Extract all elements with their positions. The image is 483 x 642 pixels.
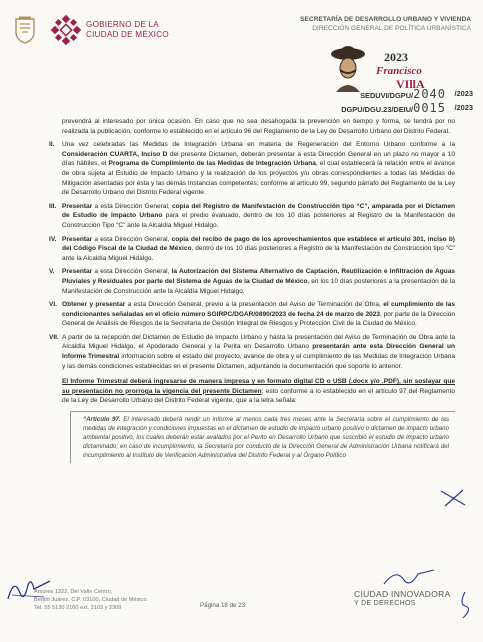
page-number: Página 18 de 23: [200, 602, 246, 609]
secretariat-block: [221, 15, 471, 33]
francisco-villa-2023-emblem: [330, 44, 470, 92]
emblem-name-2: VIllA: [396, 77, 425, 91]
item-bold: Programa de Cumplimiento de las Medidas de Integración Urbana: [108, 160, 316, 168]
cdmx-logo-icon: [50, 14, 82, 46]
item-text: , dentro de los 10 días posteriores a Registro de la Manifestación de Construcción tipo “C” ante la Alcaldía Miguel Hidalgo.: [62, 245, 455, 262]
direction-name: DIRECCIÓN GENERAL DE POLÍTICA URBANÍSTICA: [312, 25, 471, 32]
initials-mark-icon: [437, 487, 471, 509]
item-text: a esta Dirección General,: [92, 202, 172, 210]
list-item: [49, 140, 456, 198]
list-item: [49, 235, 455, 264]
list-item: [49, 333, 456, 371]
item-bold: Presentar: [62, 268, 93, 276]
footer-brand: [354, 590, 451, 608]
item-text: , por parte de la Dirección General de Análisis de Riesgos de la Secretaría de Gestión Integral de Riesgos y Protección Civil de la Ciudad de México.: [62, 310, 455, 328]
item-text: para el predio evaluado, dentro de los 10 días posteriores al Registro de la Manifestación de Construcción Tipo “C” ante la Alcaldía Miguel Hidalgo.: [62, 212, 455, 229]
ref1-year: /2023: [454, 89, 473, 98]
item-text: , el cual establecerá la relación entre el avance de obra sujeta al Estudio de Impacto Urbano y la realización de los proyectos y/u obras correspondientes a todas las Medidas de Mitigación asentadas por ésta y las demás Instancias competentes; conforme al artículo 99, segundo párrafo del Reglamento de la Ley de Desarrollo Urbano del Distrito Federal vigente.: [62, 160, 456, 197]
item-text: a esta Dirección General,: [92, 268, 172, 276]
item-text: del presente Dictamen, deberán presentar a esta Dirección General en un plazo no mayor a 10 días hábiles, el: [62, 150, 455, 168]
ref1-number: 2040: [413, 87, 446, 101]
initials-mark-icon: [455, 590, 475, 620]
reference-number-2: [341, 101, 446, 115]
item-bold: el cumplimiento de las condicionantes señaladas en el oficio número SGIRPC/DGAR/0890/2023 de fecha 24 de marzo de 2023: [62, 301, 455, 318]
item-text: a esta Dirección General,: [92, 235, 172, 243]
item-text: información sobre el estado del proyecto, avance de obra y el cumplimiento de las Medidas de Integración Urbana y las demás condiciones establecidas en el presente Dictamen, adjuntando la documentación que soporte lo anterior.: [62, 353, 456, 370]
coat-of-arms-icon: [14, 16, 36, 44]
secretariat-name: SECRETARÍA DE DESARROLLO URBANO Y VIVIENDA: [300, 16, 471, 23]
item-text: A partir de la recepción del Dictamen de Estudio de Impacto Urbano y hasta la presentación del Aviso de Terminación de Obra ante la Alcaldía Miguel Hidalgo, el Apoderado General y la Perita en Desarrollo Urbano: [62, 333, 455, 351]
ref2-label: DGPU/DGU.23/DEIU/: [341, 105, 414, 114]
final-underlined: El Informe Trimestral deberá ingresarse de manera impresa y en formato digital CD o USB (.docx y/o .PDF), sin soslayar que su presentación no prorroga la vigencia del presente Dictamen: [62, 378, 455, 395]
document-body: [49, 117, 456, 463]
article-quote: [70, 411, 455, 463]
address-line-3: Tel. 55 5130 2100 ext. 2103 y 2309: [34, 605, 122, 611]
item-number: IV.: [49, 235, 57, 243]
ref2-year: /2023: [454, 103, 473, 112]
address-line-1: Amores 1322, Del Valle Centro,: [34, 589, 113, 595]
continuation-paragraph: prevendrá al interesado por única ocasión. En caso que no sea desahogada la prevención en tiempo y forma, se tendrá por no realizada la publicación, conforme lo establecido en el artículo 96 del Reglamento de la Ley de Desarrollo Urbano del Distrito Federal.: [62, 118, 455, 135]
quote-text: El interesado deberá rendir un informe al menos cada tres meses ante la Secretaría sobre el cumplimiento de las medidas de integración y condiciones impuestas en el dictamen de estudio de impacto urbano positivo o dictamen de impacto urbano ambiental positivo, los cuales deberán estar avalados por el Perito en Desarrollo Urbano que suscribió el estudio de impacto urbano dictaminado; en caso de incumplimiento, la Secretaría por conducto de la Dirección General de Administración Urbana notificará del incumplimiento al Instituto de Verificación Administrativa del Distrito Federal y al Órgano Político: [83, 416, 449, 460]
final-paragraph: [62, 377, 455, 406]
item-text: , en los 10 días posteriores a la presentación de la Manifestación de Construcción ante la Alcaldía Miguel Hidalgo.: [62, 277, 455, 295]
emblem-year: 2023: [384, 50, 408, 64]
item-bold: Consideración CUARTA, Inciso D: [62, 150, 168, 158]
gov-line-1: GOBIERNO DE LA: [86, 20, 159, 29]
item-bold: Presentar: [62, 235, 93, 243]
list-item: [49, 267, 455, 296]
brand-line-2: Y DE DERECHOS: [354, 600, 416, 607]
government-name: [86, 20, 169, 40]
item-bold: copia del Registro de Manifestación de Construcción tipo “C”, amparada por el Dictamen de Estudio de Impacto Urbano: [62, 202, 455, 220]
address-line-2: Benito Juárez, C.P. 03100, Ciudad de México.: [34, 597, 149, 603]
signature-scribble-icon: [4, 575, 54, 603]
item-text: a esta Dirección General, previo a la presentación del Aviso de Terminación de Obra,: [125, 301, 384, 309]
emblem-name-1: Francisco: [376, 65, 422, 77]
item-number: V.: [49, 268, 55, 276]
item-number: III.: [49, 202, 57, 210]
item-bold: Presentar: [62, 202, 93, 210]
brand-line-1: CIUDAD INNOVADORA: [354, 589, 451, 599]
final-rest: ; esto conforme a lo establecido en el artículo 97 del Reglamento de la Ley de Desarrollo Urbano del Distrito Federal vigente, que a la letra señala:: [62, 387, 455, 405]
quote-head: “Artículo 97.: [83, 416, 121, 424]
item-bold: presentarán ante esta Dirección General un Informe Trimestral: [62, 343, 455, 361]
list-item: [49, 300, 455, 329]
ref2-number: 0015: [413, 101, 446, 115]
gov-line-2: CIUDAD DE MÉXICO: [86, 30, 169, 39]
item-number: VI.: [49, 301, 58, 309]
item-bold: Obtener y presentar: [62, 301, 126, 309]
item-number: VII.: [49, 333, 59, 341]
ref1-label: SEDUVI/DGPU/: [360, 91, 414, 100]
item-text: Una vez celebradas las Medidas de Integración Urbana en materia de Regeneración del Entorno Urbano conforme a la: [62, 141, 455, 149]
item-bold: copia del recibo de pago de los aprovechamientos que establece el artículo 301, inciso b) del Código Fiscal de la Ciudad de México: [62, 235, 455, 253]
signature-scribble-icon: [378, 566, 438, 588]
reference-number-1: [360, 87, 446, 101]
item-bold: la Autorización del Sistema Alternativo de Captación, Reutilización e Infiltración de Aguas Pluviales y Residuales por parte del Sistema de Aguas de la Ciudad de México: [62, 268, 455, 285]
item-number: II.: [49, 141, 55, 149]
list-item: [49, 202, 455, 231]
